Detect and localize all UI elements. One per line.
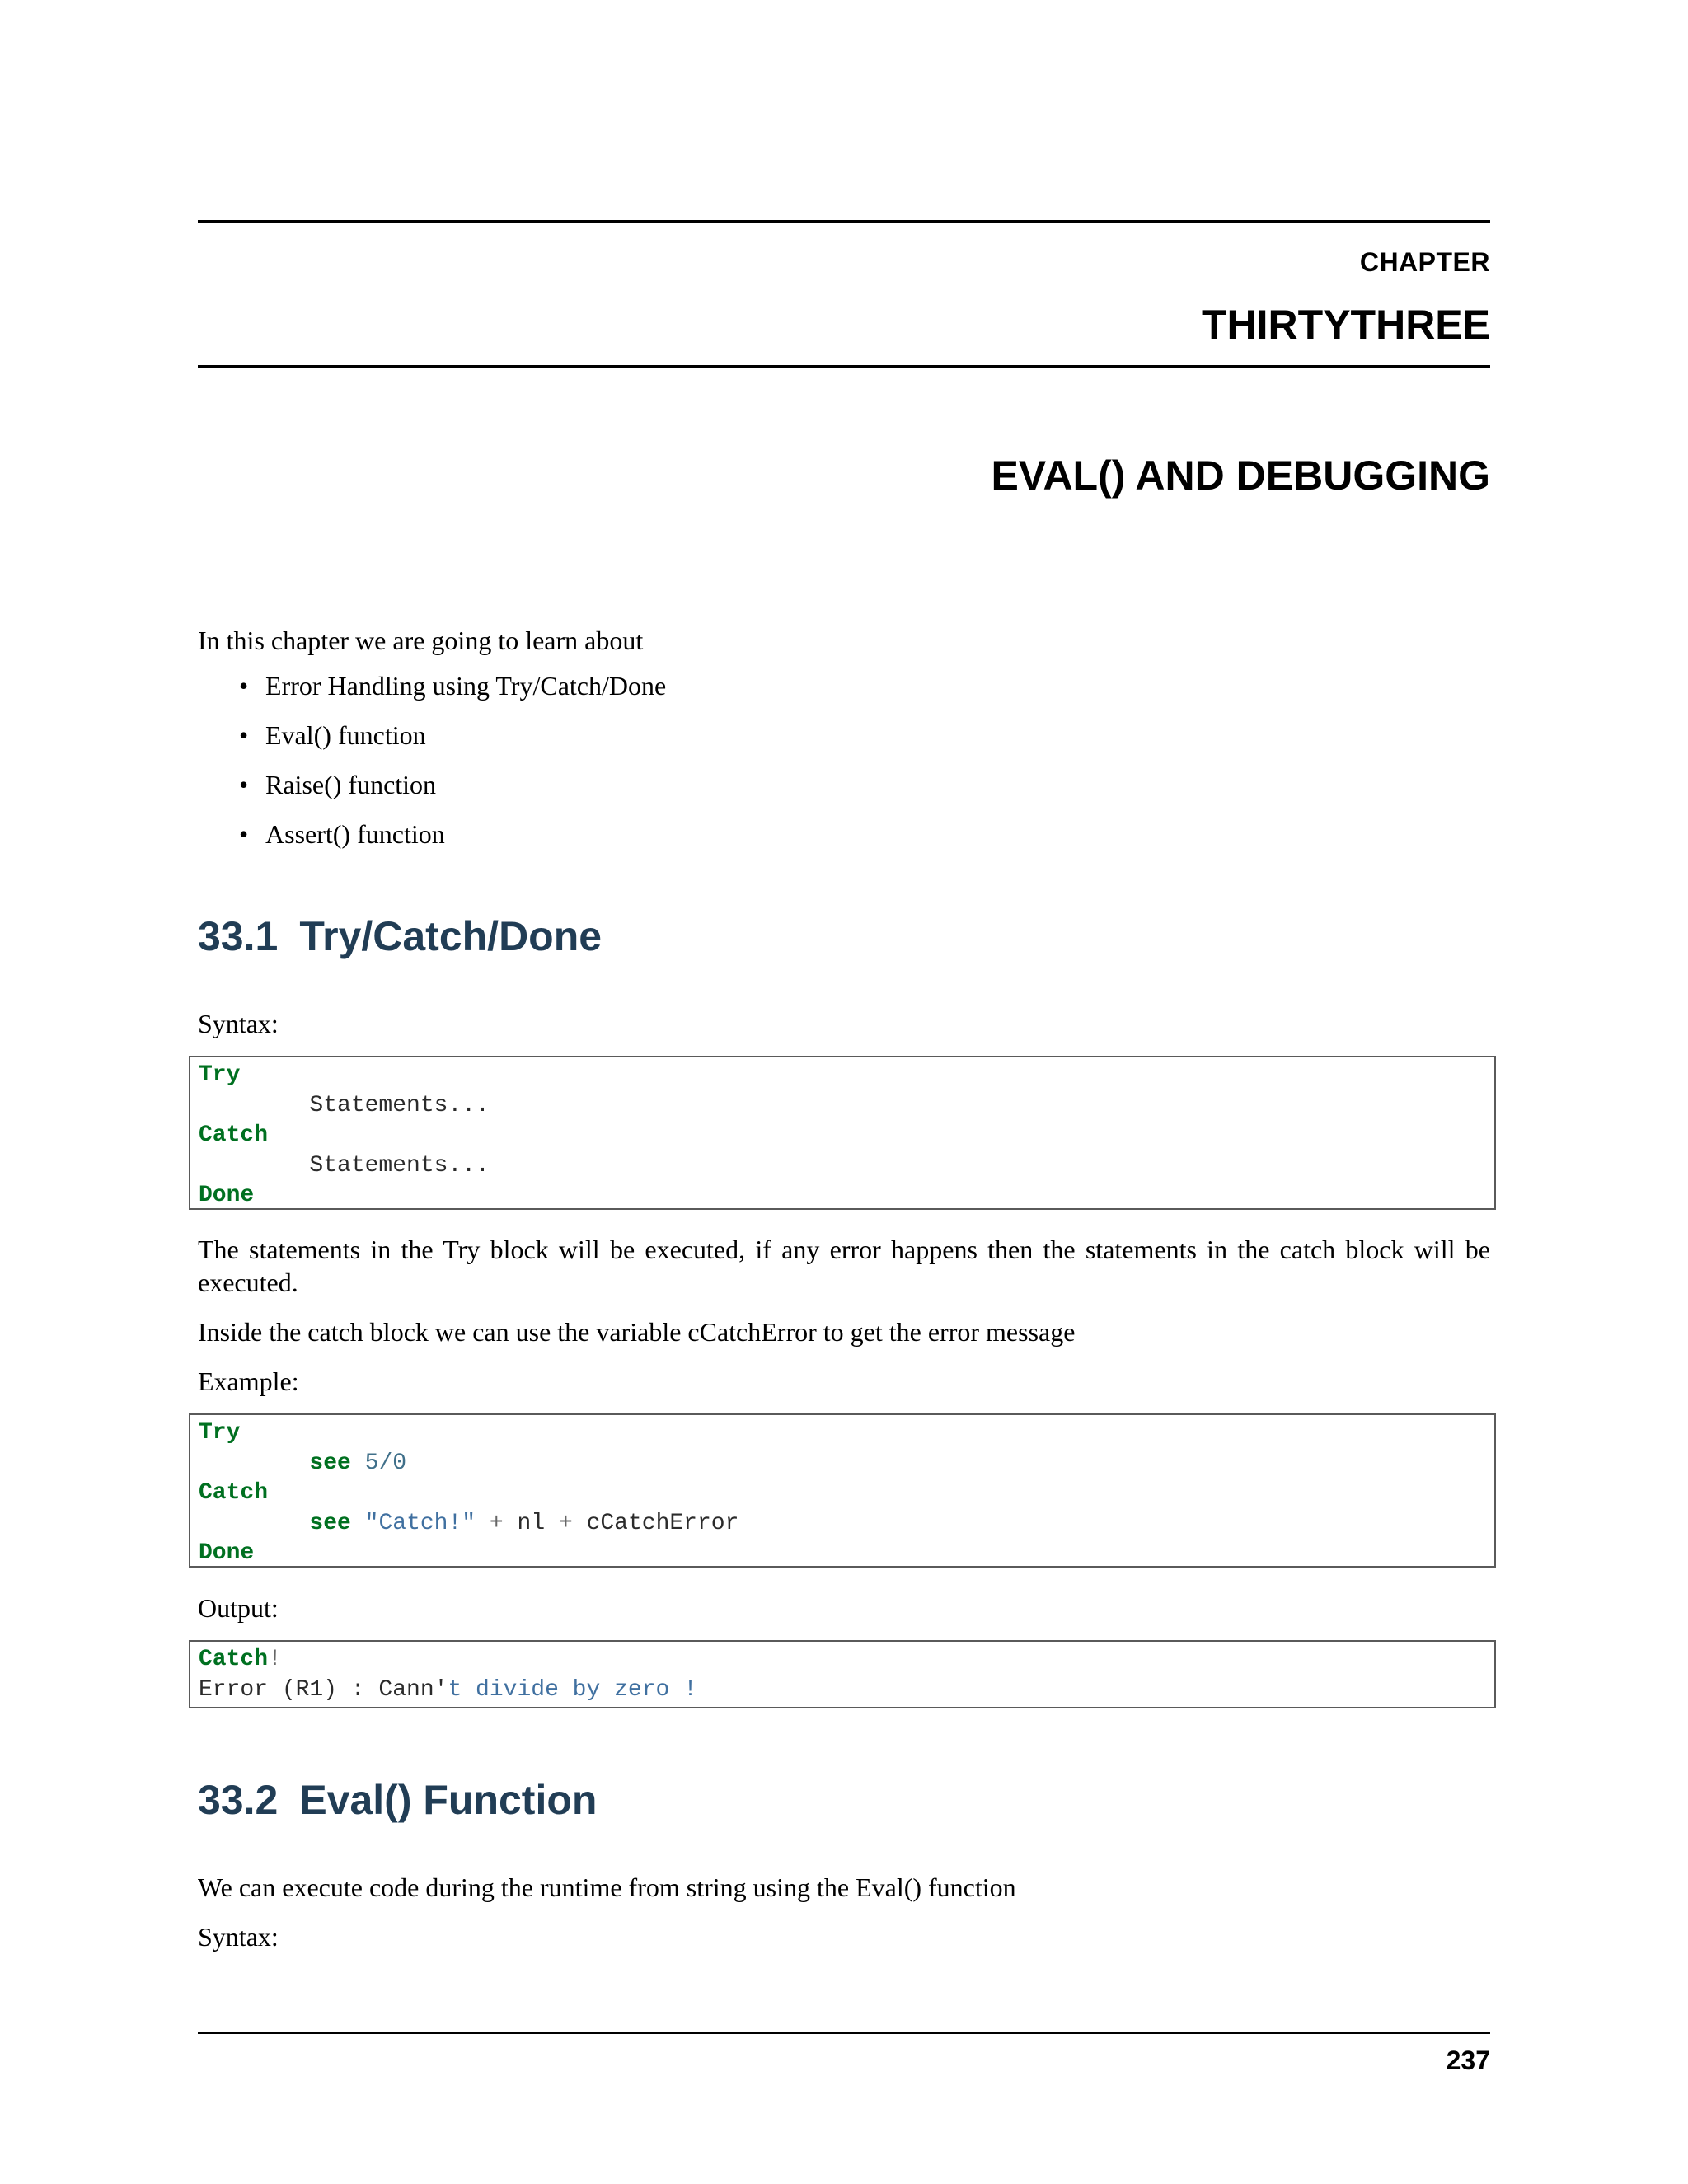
chapter-bottom-rule bbox=[198, 365, 1490, 368]
output-label: Output: bbox=[198, 1593, 279, 1623]
footer-rule bbox=[198, 2032, 1490, 2034]
document-page bbox=[198, 0, 1490, 2184]
bullet-icon: • bbox=[239, 770, 249, 799]
example-code-block: Try see 5/0 Catch see "Catch!" + nl + cCatchError Done bbox=[189, 1413, 1496, 1568]
section-heading-try-catch bbox=[198, 912, 602, 960]
list-item: • Raise() function bbox=[239, 770, 437, 799]
syntax-code-block: Try Statements... Catch Statements... Done bbox=[189, 1056, 1496, 1210]
eval-syntax-label: Syntax: bbox=[198, 1922, 279, 1952]
list-item: • Assert() function bbox=[239, 819, 445, 849]
catch-error-description: Inside the catch block we can use the variable cCatchError to get the error message bbox=[198, 1317, 1076, 1347]
bullet-icon: • bbox=[239, 819, 249, 849]
example-label: Example: bbox=[198, 1366, 299, 1396]
intro-text: In this chapter we are going to learn about bbox=[198, 626, 644, 655]
list-item: • Eval() function bbox=[239, 720, 426, 750]
bullet-icon: • bbox=[239, 671, 249, 701]
section-title: Eval() Function bbox=[299, 1777, 598, 1823]
section-number: 33.2 bbox=[198, 1777, 279, 1823]
topic-list bbox=[239, 669, 666, 867]
section-number: 33.1 bbox=[198, 913, 279, 959]
bullet-icon: • bbox=[239, 720, 249, 750]
chapter-number: THIRTYTHREE bbox=[1202, 302, 1490, 348]
section-heading-eval bbox=[198, 1776, 597, 1824]
chapter-title: EVAL() AND DEBUGGING bbox=[991, 452, 1490, 499]
syntax-label: Syntax: bbox=[198, 1009, 279, 1038]
list-item: • Error Handling using Try/Catch/Done bbox=[239, 671, 667, 701]
try-block-description: The statements in the Try block will be executed, if any error happens then the statements in the catch block will be executed. bbox=[198, 1235, 1490, 1297]
eval-description: We can execute code during the runtime from string using the Eval() function bbox=[198, 1872, 1016, 1902]
page-number: 237 bbox=[1446, 2046, 1490, 2075]
section-title: Try/Catch/Done bbox=[299, 913, 603, 959]
chapter-label: CHAPTER bbox=[1359, 247, 1490, 277]
chapter-top-rule bbox=[198, 220, 1490, 223]
output-code-block: Catch! Error (R1) : Cann't divide by zero ! bbox=[189, 1640, 1496, 1708]
